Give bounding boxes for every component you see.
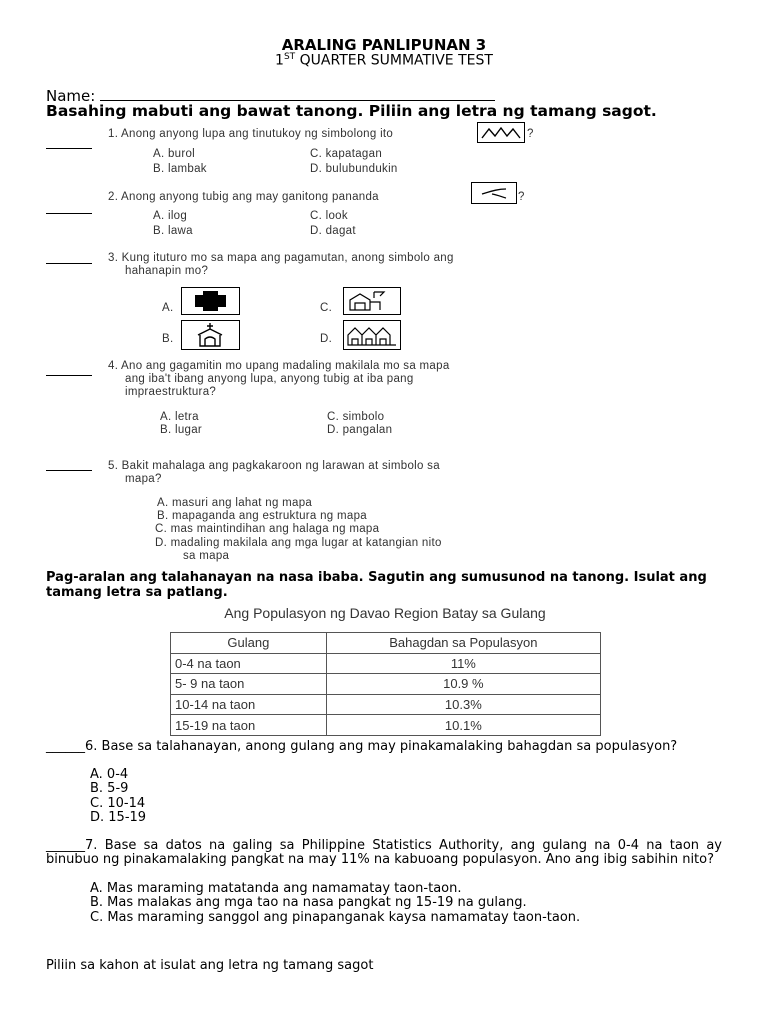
instructions: Basahing mabuti ang bawat tanong. Piliin ang letra ng tamang sagot.	[46, 102, 657, 120]
table-cell-age: 10-14 na taon	[171, 694, 327, 715]
q5-option-d: D. madaling makilala ang mga lugar at katangian nito	[155, 537, 442, 549]
name-line[interactable]	[100, 86, 495, 101]
q2-option-a: A. ilog	[153, 210, 188, 222]
question-6	[46, 740, 722, 754]
answer-blank-1[interactable]	[46, 138, 92, 149]
q1-option-b: B. lambak	[153, 163, 207, 175]
question-4-line1: 4. Ano ang gagamitin mo upang madaling makilala mo sa mapa	[108, 360, 450, 372]
q4-option-a: A. letra	[160, 411, 199, 423]
question-7-text: 7. Base sa datos na galing sa Philippine Statistics Authority, ang gulang na 0-4 na taon ay binubuo ng pinakamalaking pangkat na may 11% na kabuoang populasyon. Ano ang ibig sabihin nito?	[46, 838, 722, 867]
answer-blank-3[interactable]	[46, 253, 92, 264]
table-row	[171, 694, 601, 715]
table-row	[171, 674, 601, 695]
houses-icon	[343, 320, 401, 350]
table-header-row	[171, 633, 601, 654]
q3-label-c: C.	[320, 302, 333, 314]
question-7	[46, 839, 722, 867]
answer-blank-6[interactable]: ______	[46, 739, 85, 754]
question-2-qmark: ?	[518, 191, 525, 203]
question-4-line3: impraestruktura?	[125, 386, 217, 398]
table-title: Ang Populasyon ng Davao Region Batay sa Gulang	[224, 605, 546, 621]
part2-instructions: Pag-aralan ang talahanayan na nasa ibaba. Sagutin ang sumusunod na tanong. Isulat ang tamang letra sa patlang.	[46, 570, 707, 600]
test-subtitle: 1ST QUARTER SUMMATIVE TEST	[275, 52, 493, 69]
table-row	[171, 653, 601, 674]
q5-option-b: B. mapaganda ang estruktura ng mapa	[157, 510, 367, 522]
question-5-line2: mapa?	[125, 473, 162, 485]
q2-option-b: B. lawa	[153, 225, 193, 237]
question-1-qmark: ?	[527, 128, 534, 140]
table-row	[171, 715, 601, 736]
table-cell-age: 15-19 na taon	[171, 715, 327, 736]
q6-option-b: B. 5-9	[90, 781, 129, 796]
answer-blank-4[interactable]	[46, 365, 92, 376]
answer-blank-7[interactable]: ______	[46, 838, 85, 853]
q4-option-b: B. lugar	[160, 424, 203, 436]
q3-label-d: D.	[320, 333, 333, 345]
q6-option-c: C. 10-14	[90, 796, 146, 811]
question-5-line1: 5. Bakit mahalaga ang pagkakaroon ng larawan at simbolo sa	[108, 460, 440, 472]
q7-option-a: A. Mas maraming matatanda ang namamatay taon-taon.	[90, 881, 462, 896]
answer-blank-2[interactable]	[46, 203, 92, 214]
test-title: ARALING PANLIPUNAN 3	[281, 36, 487, 54]
q1-option-c: C. kapatagan	[310, 148, 383, 160]
q2-option-d: D. dagat	[310, 225, 356, 237]
q7-option-c: C. Mas maraming sanggol ang pinapanganak kaysa namamatay taon-taon.	[90, 910, 581, 925]
church-icon	[181, 320, 240, 350]
question-6-text: 6. Base sa talahanayan, anong gulang ang may pinakamalaking bahagdan sa populasyon?	[85, 739, 678, 754]
question-1: 1. Anong anyong lupa ang tinutukoy ng simbolong ito	[108, 128, 394, 140]
table-cell-percent: 10.1%	[326, 715, 600, 736]
q5-option-d-cont: sa mapa	[183, 550, 230, 562]
question-2: 2. Anong anyong tubig ang may ganitong pananda	[108, 191, 379, 203]
q6-option-d: D. 15-19	[90, 810, 147, 825]
table-cell-percent: 10.3%	[326, 694, 600, 715]
table-cell-age: 0-4 na taon	[171, 653, 327, 674]
name-label: Name:	[46, 87, 96, 105]
q4-option-c: C. simbolo	[327, 411, 385, 423]
factory-icon	[343, 287, 401, 315]
q5-option-c: C. mas maintindihan ang halaga ng mapa	[155, 523, 380, 535]
question-3-line2: hahanapin mo?	[125, 265, 209, 277]
hospital-cross-icon	[181, 287, 240, 315]
table-cell-percent: 11%	[326, 653, 600, 674]
mountain-symbol-icon	[477, 122, 525, 143]
footer-instructions: Piliin sa kahon at isulat ang letra ng tamang sagot	[46, 958, 374, 973]
q3-label-b: B.	[162, 333, 174, 345]
q6-option-a: A. 0-4	[90, 767, 129, 782]
q2-option-c: C. look	[310, 210, 348, 222]
river-symbol-icon	[471, 182, 517, 204]
q1-option-a: A. burol	[153, 148, 196, 160]
q4-option-d: D. pangalan	[327, 424, 393, 436]
q3-label-a: A.	[162, 302, 174, 314]
table-cell-percent: 10.9 %	[326, 674, 600, 695]
question-4-line2: ang iba't ibang anyong lupa, anyong tubig at iba pang	[125, 373, 414, 385]
table-header-gulang: Gulang	[171, 633, 327, 654]
question-3-line1: 3. Kung ituturo mo sa mapa ang pagamutan, anong simbolo ang	[108, 252, 454, 264]
population-table	[170, 632, 601, 736]
table-cell-age: 5- 9 na taon	[171, 674, 327, 695]
q7-option-b: B. Mas malakas ang mga tao na nasa pangkat ng 15-19 na gulang.	[90, 895, 527, 910]
q5-option-a: A. masuri ang lahat ng mapa	[157, 497, 313, 509]
table-header-bahagdan: Bahagdan sa Populasyon	[326, 633, 600, 654]
answer-blank-5[interactable]	[46, 460, 92, 471]
q1-option-d: D. bulubundukin	[310, 163, 398, 175]
